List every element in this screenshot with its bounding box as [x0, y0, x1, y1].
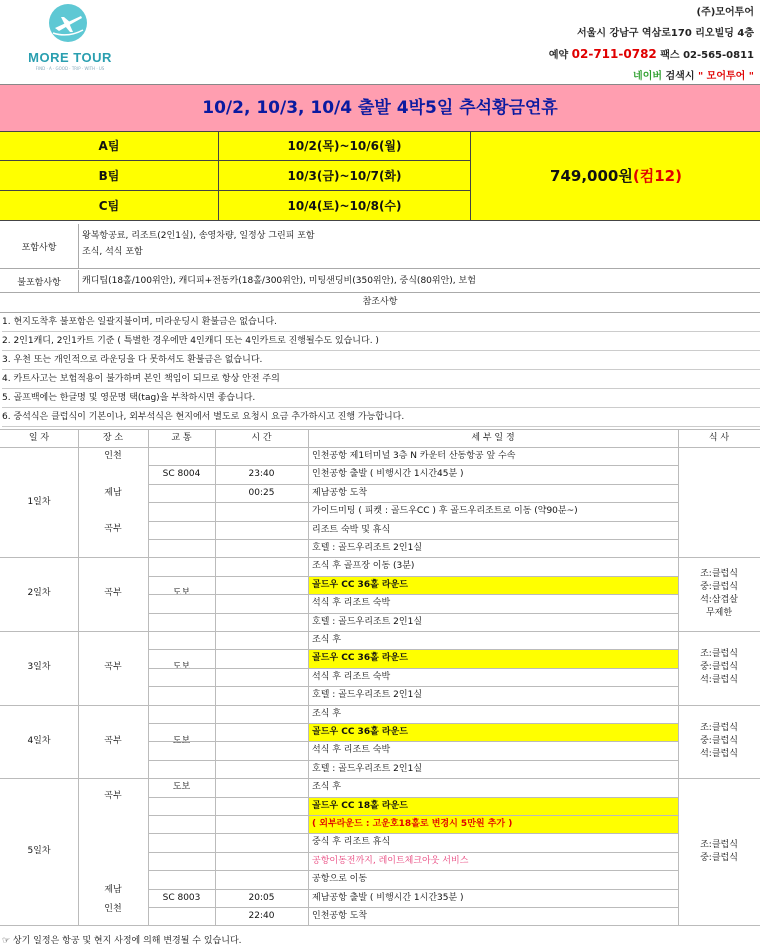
place-label: 곡부 — [104, 735, 122, 746]
meal-label: 석:클럽식 — [700, 675, 738, 686]
schedule-detail: 골드우 CC 36홀 라운드 — [308, 576, 678, 594]
row-divider — [148, 613, 678, 614]
transport-label: 도보 — [172, 588, 191, 599]
search-mid: 검색시 — [665, 71, 695, 82]
schedule-header-cell: 장 소 — [102, 433, 124, 443]
price-box — [470, 131, 760, 221]
row-divider — [0, 925, 760, 926]
schedule-detail: 골드우 CC 36홀 라운드 — [308, 649, 678, 667]
meal-label: 중:클럽식 — [700, 582, 738, 593]
place-label: 제남 — [104, 487, 122, 498]
row-divider — [148, 576, 678, 577]
row-divider — [148, 521, 678, 522]
schedule-detail: 조식 후 — [312, 782, 341, 793]
schedule-header-cell: 일 자 — [28, 433, 50, 443]
search-prefix: 네이버 — [633, 71, 663, 82]
schedule-detail: 인천공항 출발 ( 비행시간 1시간45분 ) — [312, 469, 464, 480]
schedule-header-cell: 식 사 — [708, 433, 730, 443]
fax-label: 팩스 — [660, 50, 680, 61]
included-line: 조식, 석식 포함 — [82, 247, 143, 257]
day-label: 3일차 — [27, 662, 51, 672]
row-divider — [148, 870, 678, 871]
schedule-detail: 골드우 CC 18홀 라운드 — [308, 797, 678, 815]
schedule-detail: 조식 후 — [312, 635, 341, 645]
meal-label: 조:클럽식 — [700, 569, 738, 580]
row-divider — [148, 797, 678, 798]
page-title: 10/2, 10/3, 10/4 출발 4박5일 추석황금연휴 — [202, 98, 558, 118]
included-label: 포함사항 — [0, 224, 79, 268]
row-divider — [148, 484, 678, 485]
row-divider — [148, 686, 678, 687]
time-label: 00:25 — [248, 487, 275, 498]
meal-label: 중:클럽식 — [700, 852, 738, 863]
team-name: A팀 — [0, 131, 219, 160]
row-divider — [148, 815, 678, 816]
meal-label: 조:클럽식 — [700, 722, 738, 733]
day-label: 4일차 — [27, 735, 51, 746]
included-line: 왕복항공료, 리조트(2인1실), 송영차량, 일정상 그린피 포함 — [82, 231, 315, 241]
place-label: 곡부 — [104, 662, 122, 672]
row-divider — [148, 889, 678, 890]
reservation-label: 예약 — [548, 50, 569, 61]
meal-label: 조:클럽식 — [700, 649, 738, 660]
row-divider — [148, 833, 678, 834]
schedule-detail: 석식 후 리조트 숙박 — [312, 598, 391, 609]
schedule-detail: 제남공항 출발 ( 비행시간 1시간35분 ) — [312, 892, 464, 903]
place-label: 제남 — [104, 885, 122, 896]
header — [0, 0, 760, 84]
excluded-values: 캐디팁(18홀/100위안), 캐디피+전동카(18홀/300위안), 미팅샌딩비(350위안), 중식(80위안), 보험 — [82, 276, 476, 286]
row-divider — [148, 668, 678, 669]
note-item: 4. 카트사고는 보험적용이 불가하며 본인 책임이 되므로 항상 안전 주의 — [2, 370, 760, 389]
note-item: 5. 골프백에는 한글명 및 영문명 택(tag)을 부착하시면 좋습니다. — [2, 389, 760, 408]
place-label: 곡부 — [104, 588, 122, 599]
price-note: (컴12) — [632, 167, 682, 185]
schedule-detail: 인천공항 제1터미널 3층 N 카운터 산동항공 앞 수속 — [312, 451, 516, 461]
note-item: 2. 2인1캐디, 2인1카트 기준 ( 특별한 경우에만 4인캐디 또는 4인카트로 진행될수도 있습니다. ) — [2, 332, 760, 351]
schedule-detail: 조식 후 — [312, 708, 341, 719]
row-divider — [148, 594, 678, 595]
meal-label: 석:클럽식 — [700, 748, 738, 759]
footer-note: ☞ 상기 일정은 항공 및 현지 사정에 의해 변경될 수 있습니다. — [2, 936, 242, 946]
airplane-icon — [49, 4, 87, 42]
row-divider — [148, 465, 678, 466]
transport-label: 도보 — [172, 735, 191, 746]
meal-label: 무제한 — [705, 608, 733, 619]
team-dates: 10/3(금)~10/7(화) — [287, 169, 402, 183]
team-dates: 10/2(목)~10/6(월) — [287, 139, 402, 153]
schedule-detail: 공항이동전까지, 레이트체크아웃 서비스 — [312, 855, 469, 866]
place-label: 인천 — [104, 451, 122, 461]
schedule-detail: 중식 후 리조트 휴식 — [312, 837, 391, 848]
time-label: 23:40 — [248, 469, 275, 480]
column-divider — [148, 429, 149, 925]
title-banner — [0, 84, 760, 132]
place-label: 곡부 — [104, 524, 122, 535]
schedule-detail: 제남공항 도착 — [312, 487, 368, 498]
schedule-detail: 가이드미팅 ( 피켓 : 골드우CC ) 후 골드우리조트로 이동 (약90분~) — [312, 506, 578, 517]
team-row — [0, 131, 470, 161]
meal-label: 중:클럽식 — [700, 662, 738, 673]
schedule-detail: 리조트 숙박 및 휴식 — [312, 524, 391, 535]
time-label: 22:40 — [248, 911, 275, 921]
meal-label: 조:클럽식 — [700, 839, 738, 850]
schedule-detail: 골드우 CC 36홀 라운드 — [308, 723, 678, 741]
schedule-detail: 호텔 : 골드우리조트 2인1실 — [312, 543, 423, 553]
row-divider — [148, 907, 678, 908]
transport-label: SC 8003 — [162, 892, 201, 903]
day-label: 5일차 — [27, 846, 51, 857]
team-name: C팀 — [0, 191, 219, 221]
schedule-detail: 인천공항 도착 — [312, 911, 368, 921]
column-divider — [678, 429, 679, 925]
price-amount: 749,000원 — [550, 167, 633, 185]
row-divider — [148, 502, 678, 503]
place-label: 곡부 — [104, 791, 122, 802]
schedule-detail: 호텔 : 골드우리조트 2인1실 — [312, 690, 423, 701]
company-info — [549, 2, 754, 87]
column-divider — [215, 429, 216, 925]
team-row — [0, 161, 470, 191]
excluded-section — [0, 270, 760, 293]
schedule-header-cell: 시 간 — [251, 433, 272, 443]
schedule-detail: 공항으로 이동 — [312, 874, 368, 885]
row-divider — [148, 852, 678, 853]
included-section — [0, 224, 760, 269]
team-dates: 10/4(토)~10/8(수) — [287, 199, 402, 213]
transport-label: SC 8004 — [162, 469, 201, 480]
company-name: (주)모어투어 — [696, 7, 754, 18]
row-divider — [148, 723, 678, 724]
transport-label: 도보 — [172, 782, 191, 793]
team-table — [0, 131, 760, 221]
schedule-detail: 석식 후 리조트 숙박 — [312, 671, 391, 682]
reservation-phone: 02-711-0782 — [571, 47, 657, 61]
time-label: 20:05 — [248, 892, 275, 903]
schedule-detail: 석식 후 리조트 숙박 — [312, 745, 391, 756]
schedule-detail: ( 외부라운드 : 고운호18홀로 변경시 5만원 추가 ) — [308, 815, 678, 833]
note-item: 1. 현지도착후 불포함은 일괄지불이며, 미라운딩시 환불금은 없습니다. — [2, 313, 760, 332]
row-divider — [0, 429, 760, 430]
meal-label: 중:클럽식 — [700, 735, 738, 746]
note-item: 6. 중석식은 클럽식이 기본이나, 외부석식은 현지에서 별도로 요청시 요금 추가하시고 진행 가능합니다. — [2, 408, 760, 427]
row-divider — [148, 760, 678, 761]
team-name: B팀 — [0, 161, 219, 190]
schedule-header-cell: 교 통 — [171, 433, 192, 443]
reference-title: 참조사항 — [0, 292, 760, 313]
row-divider — [148, 741, 678, 742]
schedule-header-cell: 세 부 일 정 — [471, 433, 515, 443]
company-address: 서울시 강남구 역삼로170 리오빌딩 4층 — [577, 28, 754, 39]
excluded-label: 불포함사항 — [0, 270, 79, 292]
schedule-detail: 조식 후 골프장 이동 (3분) — [312, 561, 415, 572]
column-divider — [308, 429, 309, 925]
place-label: 인천 — [104, 903, 122, 914]
schedule-detail: 호텔 : 골드우리조트 2인1실 — [312, 616, 423, 627]
meal-label: 석:삼겹살 — [700, 595, 738, 606]
included-values — [82, 228, 315, 260]
column-divider — [78, 429, 79, 925]
transport-label: 도보 — [172, 662, 191, 672]
logo-tagline: FIND · A · GOOD · TRIP · WITH · US — [35, 66, 105, 71]
schedule-detail: 호텔 : 골드우리조트 2인1실 — [312, 763, 423, 774]
team-row — [0, 191, 470, 221]
logo — [20, 4, 120, 80]
contact-line — [549, 44, 754, 66]
logo-name: MORE TOUR — [28, 50, 112, 65]
row-divider — [148, 539, 678, 540]
search-term: " 모어투어 " — [697, 71, 754, 82]
day-label: 1일차 — [27, 497, 51, 507]
row-divider — [148, 649, 678, 650]
fax-number: 02-565-0811 — [683, 50, 754, 61]
day-label: 2일차 — [27, 588, 51, 599]
note-item: 3. 우천 또는 개인적으로 라운딩을 다 못하셔도 환불금은 없습니다. — [2, 351, 760, 370]
